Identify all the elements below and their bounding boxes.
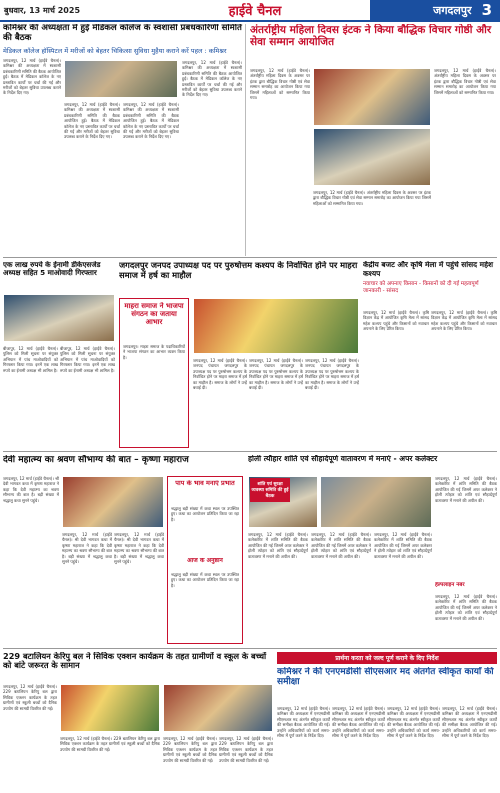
medical-college-body: जगदलपुर, 12 मार्च (हाईवे चैनल)। कमिश्नर की अध्यक्षता में स्वशासी प्रबंधकारिणी समिति की बैठक आयोजित हुई। बैठक में मेडिकल कॉलेज के नए प्रस्तावित कार्यों पर चर्चा की गई और मरीजों को बेहतर सुविधा उपलब्ध कराने के निर्देश दिए गए। <box>3 58 61 96</box>
budget-body: जगदलपुर, 12 मार्च (हाईवे चैनल)। कृषि विज्ञान केंद्र में आयोजित कृषि मेला में सांसद महेश कश्यप पहुंचे और किसानों को नवाचार अपनाने के लिए प्रेरित किया। <box>363 310 429 332</box>
womens-day-body-3: जगदलपुर, 12 मार्च (हाईवे चैनल)। अंतर्राष्ट्रीय महिला दिवस के अवसर पर इंटक द्वारा बौद्धिक विचार गोष्ठी एवं सेवा सम्मान समारोह का आयोजन किया गया जिसमें महिलाओं को सम्मानित किया गया। <box>434 68 496 95</box>
grievance-body-2: जगदलपुर, 12 मार्च (हाईवे चैनल)। कमिश्नर की अध्यक्षता में एनएमडीसी सीएसआर मद अंतर्गत स्वीकृत कार्यों की समीक्षा बैठक आयोजित की गई। उन्होंने अधिकारियों को कार्य समय-सीमा में पूर्ण करने के निर्देश दिए। <box>332 706 385 738</box>
budget-header <box>363 261 497 307</box>
helpline-title: हेल्पलाइन नंबर <box>435 582 465 588</box>
vice-president-body: जगदलपुर, 12 मार्च (हाईवे चैनल)। जनपद पंचायत जगदलपुर के उपाध्यक्ष पद पर पुरुषोत्तम कश्यप के निर्वाचित होने पर माहरा समाज में हर्ष का माहौल है। समाज के लोगों ने उन्हें बधाई दी। <box>193 358 247 390</box>
crpf-body-2: जगदलपुर, 12 मार्च (हाईवे चैनल)। 229 बटालियन केरिपु बल द्वारा सिविक एक्शन कार्यक्रम के तहत ग्रामीणों एवं स्कूली बच्चों को दैनिक उपयोग की सामग्री वितरित की गई। <box>60 736 160 752</box>
medical-college-body-2: जगदलपुर, 12 मार्च (हाईवे चैनल)। कमिश्नर की अध्यक्षता में स्वशासी प्रबंधकारिणी समिति की बैठक आयोजित हुई। बैठक में मेडिकल कॉलेज के नए प्रस्तावित कार्यों पर चर्चा की गई और मरीजों को बेहतर सुविधा उपलब्ध कराने के निर्देश दिए गए। <box>64 102 120 140</box>
krishna-header <box>3 455 243 471</box>
holi-body-4: जगदलपुर, 12 मार्च (हाईवे चैनल)। कलेक्टोरेट में शांति समिति की बैठक आयोजित की गई जिसमें अपर कलेक्टर ने होली त्योहार को शांति एवं सौहार्दपूर्ण वातावरण में मनाने की अपील की। <box>435 476 497 503</box>
crpf-headline: 229 बटालियन केरिपु बल ने सिविक एक्शन कार्यक्रम के तहत ग्रामीणों व स्कूल के बच्चों को बांटे जरूरत के सामान <box>3 652 267 671</box>
paper-name: हाईवे चैनल <box>140 0 370 20</box>
holi-photo-2 <box>320 476 432 528</box>
womens-day-body-2: जगदलपुर, 12 मार्च (हाईवे चैनल)। अंतर्राष्ट्रीय महिला दिवस के अवसर पर इंटक द्वारा बौद्धिक विचार गोष्ठी एवं सेवा सम्मान समारोह का आयोजन किया गया जिसमें महिलाओं को सम्मानित किया गया। <box>313 190 431 206</box>
maoists-photo <box>3 294 115 342</box>
holi-header <box>248 455 497 471</box>
crpf-body-3: जगदलपुर, 12 मार्च (हाईवे चैनल)। 229 बटालियन केरिपु बल द्वारा सिविक एक्शन कार्यक्रम के तहत ग्रामीणों एवं स्कूली बच्चों को दैनिक उपयोग की सामग्री वितरित की गई। <box>163 736 217 763</box>
vice-president-body-3: जगदलपुर, 12 मार्च (हाईवे चैनल)। जनपद पंचायत जगदलपुर के उपाध्यक्ष पद पर पुरुषोत्तम कश्यप के निर्वाचित होने पर माहरा समाज में हर्ष का माहौल है। समाज के लोगों ने उन्हें बधाई दी। <box>305 358 359 390</box>
grievance-banner: प्रार्थना करता को जल्द पूर्ण कराने के दिए निर्देश <box>277 652 497 664</box>
crpf-body: जगदलपुर, 12 मार्च (हाईवे चैनल)। 229 बटालियन केरिपु बल द्वारा सिविक एक्शन कार्यक्रम के तहत ग्रामीणों एवं स्कूली बच्चों को दैनिक उपयोग की सामग्री वितरित की गई। <box>3 684 57 711</box>
medical-college-body-4: जगदलपुर, 12 मार्च (हाईवे चैनल)। कमिश्नर की अध्यक्षता में स्वशासी प्रबंधकारिणी समिति की बैठक आयोजित हुई। बैठक में मेडिकल कॉलेज के नए प्रस्तावित कार्यों पर चर्चा की गई और मरीजों को बेहतर सुविधा उपलब्ध कराने के निर्देश दिए गए। <box>182 60 242 98</box>
womens-day-photo <box>313 68 431 126</box>
helpline-body: जगदलपुर, 12 मार्च (हाईवे चैनल)। कलेक्टोरेट में शांति समिति की बैठक आयोजित की गई जिसमें अपर कलेक्टर ने होली त्योहार को शांति एवं सौहार्दपूर्ण वातावरण में मनाने की अपील की। <box>435 594 497 621</box>
crpf-photo-2 <box>163 684 273 732</box>
parv-headline: पाप के भाव मनाएं प्रभात <box>175 480 235 487</box>
holi-body-2: जगदलपुर, 12 मार्च (हाईवे चैनल)। कलेक्टोरेट में शांति समिति की बैठक आयोजित की गई जिसमें अपर कलेक्टर ने होली त्योहार को शांति एवं सौहार्दपूर्ण वातावरण में मनाने की अपील की। <box>311 532 371 559</box>
krishna-headline: देवी महात्म्य का श्रवण सौभाग्य की बात – कृष्णा महाराज <box>3 455 189 465</box>
mahara-box-header <box>123 302 185 342</box>
parv-sub-header <box>171 558 239 570</box>
budget-headline: केंद्रीय बजट और कृषि मेला में पहुंचे सांसद महेश कश्यप <box>363 261 494 278</box>
parv-subhead: आज के अनुष्ठान <box>187 558 223 564</box>
krishna-body-3: जगदलपुर, 12 मार्च (हाईवे चैनल)। श्री देवी भागवत कथा में कृष्णा महाराज ने कहा कि देवी महात्म्य का श्रवण सौभाग्य की बात है। बड़ी संख्या में श्रद्धालु कथा सुनने पहुंचे। <box>114 532 164 564</box>
medical-college-headline: कमिश्नर की अध्यक्षता में हुई मेडिकल कॉलेज के स्वशासी प्रबंधकारिणी समिति की बैठक <box>3 24 242 43</box>
holi-inset-label: शांति एवं सुरक्षा व्यवस्था समिति की हुई बैठक <box>250 478 290 502</box>
maoists-headline: एक लाख रुपये के ईनामी डीकेएसजेड अध्यक्ष सहित 5 माओवादी गिरफ्तार <box>3 261 101 278</box>
city-page-tab <box>370 0 500 20</box>
krishna-body-2: जगदलपुर, 12 मार्च (हाईवे चैनल)। श्री देवी भागवत कथा में कृष्णा महाराज ने कहा कि देवी महात्म्य का श्रवण सौभाग्य की बात है। बड़ी संख्या में श्रद्धालु कथा सुनने पहुंचे। <box>62 532 112 564</box>
city-name: जगदलपुर <box>433 3 472 17</box>
holi-body: जगदलपुर, 12 मार्च (हाईवे चैनल)। कलेक्टोरेट में शांति समिति की बैठक आयोजित की गई जिसमें अपर कलेक्टर ने होली त्योहार को शांति एवं सौहार्दपूर्ण वातावरण में मनाने की अपील की। <box>248 532 308 559</box>
issue-date: बुधवार, 13 मार्च 2025 <box>0 0 140 20</box>
section-rule <box>3 257 497 258</box>
mahara-box-body: जगदलपुर। माहरा समाज के पदाधिकारियों ने भाजपा संगठन का आभार व्यक्त किया है। <box>123 344 185 360</box>
budget-body-2: जगदलपुर, 12 मार्च (हाईवे चैनल)। कृषि विज्ञान केंद्र में आयोजित कृषि मेला में सांसद महेश कश्यप पहुंचे और किसानों को नवाचार अपनाने के लिए प्रेरित किया। <box>431 310 497 332</box>
page-number: 3 <box>481 1 492 19</box>
crpf-body-4: जगदलपुर, 12 मार्च (हाईवे चैनल)। 229 बटालियन केरिपु बल द्वारा सिविक एक्शन कार्यक्रम के तहत ग्रामीणों एवं स्कूली बच्चों को दैनिक उपयोग की सामग्री वितरित की गई। <box>219 736 273 763</box>
krishna-photo <box>62 476 164 528</box>
section-rule-2 <box>3 451 497 452</box>
grievance-body-3: जगदलपुर, 12 मार्च (हाईवे चैनल)। कमिश्नर की अध्यक्षता में एनएमडीसी सीएसआर मद अंतर्गत स्वीकृत कार्यों की समीक्षा बैठक आयोजित की गई। उन्होंने अधिकारियों को कार्य समय-सीमा में पूर्ण करने के निर्देश दिए। <box>387 706 440 738</box>
medical-college-header <box>3 24 243 58</box>
helpline-header <box>435 582 497 592</box>
holi-headline: होली त्यौहार शांति एवं सौहार्दपूर्ण वातावरण में मनाएं - अपर कलेक्टर <box>248 455 438 463</box>
grievance-header <box>277 667 497 703</box>
parv-body: श्रद्धालु बड़ी संख्या में कथा स्थल पर उपस्थित हुए। कथा का आयोजन प्रतिदिन किया जा रहा है। <box>171 506 239 522</box>
womens-day-photo-2 <box>313 128 431 186</box>
grievance-body: जगदलपुर, 12 मार्च (हाईवे चैनल)। कमिश्नर की अध्यक्षता में एनएमडीसी सीएसआर मद अंतर्गत स्वीकृत कार्यों की समीक्षा बैठक आयोजित की गई। उन्होंने अधिकारियों को कार्य समय-सीमा में पूर्ण करने के निर्देश दिए। <box>277 706 330 738</box>
grievance-headline: कमिश्नर ने की एनएमडीसी सीएसआर मद अंतर्गत स्वीकृत कार्यों की समीक्षा <box>277 667 494 688</box>
mahara-box-headline: माहरा समाज ने भाजपा संगठन का जताया आभार <box>124 302 184 327</box>
maoists-body-2: बीजापुर, 12 मार्च (हाईवे चैनल)। पुलिस को मिली सूचना पर संयुक्त अभियान में पांच माओवादियों को गिरफ्तार किया गया। इनमें एक लाख रुपये का ईनामी अध्यक्ष भी शामिल है। <box>60 346 115 373</box>
crpf-header <box>3 652 273 680</box>
masthead <box>0 0 500 20</box>
crpf-photo <box>60 684 160 732</box>
krishna-body: जगदलपुर, 12 मार्च (हाईवे चैनल)। श्री देवी भागवत कथा में कृष्णा महाराज ने कहा कि देवी महात्म्य का श्रवण सौभाग्य की बात है। बड़ी संख्या में श्रद्धालु कथा सुनने पहुंचे। <box>3 476 59 503</box>
medical-college-photo <box>64 60 178 98</box>
grievance-body-4: जगदलपुर, 12 मार्च (हाईवे चैनल)। कमिश्नर की अध्यक्षता में एनएमडीसी सीएसआर मद अंतर्गत स्वीकृत कार्यों की समीक्षा बैठक आयोजित की गई। उन्होंने अधिकारियों को कार्य समय-सीमा में पूर्ण करने के निर्देश दिए। <box>442 706 497 738</box>
maoists-body: बीजापुर, 12 मार्च (हाईवे चैनल)। पुलिस को मिली सूचना पर संयुक्त अभियान में पांच माओवादियों को गिरफ्तार किया गया। इनमें एक लाख रुपये का ईनामी अध्यक्ष भी शामिल है। <box>3 346 58 373</box>
maoists-header <box>3 261 115 291</box>
vice-president-body-2: जगदलपुर, 12 मार्च (हाईवे चैनल)। जनपद पंचायत जगदलपुर के उपाध्यक्ष पद पर पुरुषोत्तम कश्यप के निर्वाचित होने पर माहरा समाज में हर्ष का माहौल है। समाज के लोगों ने उन्हें बधाई दी। <box>249 358 303 390</box>
vice-president-photo <box>193 298 359 354</box>
parv-body-2: श्रद्धालु बड़ी संख्या में कथा स्थल पर उपस्थित हुए। कथा का आयोजन प्रतिदिन किया जा रहा है। <box>171 572 239 588</box>
masthead-rule <box>0 20 500 22</box>
vice-president-headline: जगदलपुर जनपद उपाध्यक्ष पद पर पुरुषोत्तम कश्यप के निर्वाचित होने पर माहरा समाज में हर्ष का माहौल <box>119 261 358 280</box>
column-divider <box>245 24 246 256</box>
budget-subhead: नवाचार को अपनाए किसान - किसानों को दी गई महत्वपूर्ण जानकारी - सांसद <box>363 281 479 294</box>
medical-college-subhead: मेडिकल कॉलेज हॉस्पिटल में मरीजों को बेहतर चिकित्सा सुविधा मुहैया कराने करें पहल : कमिश्नर <box>3 46 227 55</box>
womens-day-header <box>250 24 496 64</box>
vice-president-header <box>119 261 359 295</box>
womens-day-headline: अंतर्राष्ट्रीय महिला दिवस इंटक ने किया बौद्धिक विचार गोष्ठी और सेवा सम्मान आयोजित <box>250 24 492 49</box>
parv-header <box>171 480 239 504</box>
section-rule-3 <box>3 648 497 649</box>
medical-college-body-3: जगदलपुर, 12 मार्च (हाईवे चैनल)। कमिश्नर की अध्यक्षता में स्वशासी प्रबंधकारिणी समिति की बैठक आयोजित हुई। बैठक में मेडिकल कॉलेज के नए प्रस्तावित कार्यों पर चर्चा की गई और मरीजों को बेहतर सुविधा उपलब्ध कराने के निर्देश दिए गए। <box>123 102 179 140</box>
womens-day-body: जगदलपुर, 12 मार्च (हाईवे चैनल)। अंतर्राष्ट्रीय महिला दिवस के अवसर पर इंटक द्वारा बौद्धिक विचार गोष्ठी एवं सेवा सम्मान समारोह का आयोजन किया गया जिसमें महिलाओं को सम्मानित किया गया। <box>250 68 310 100</box>
holi-body-3: जगदलपुर, 12 मार्च (हाईवे चैनल)। कलेक्टोरेट में शांति समिति की बैठक आयोजित की गई जिसमें अपर कलेक्टर ने होली त्योहार को शांति एवं सौहार्दपूर्ण वातावरण में मनाने की अपील की। <box>374 532 432 559</box>
